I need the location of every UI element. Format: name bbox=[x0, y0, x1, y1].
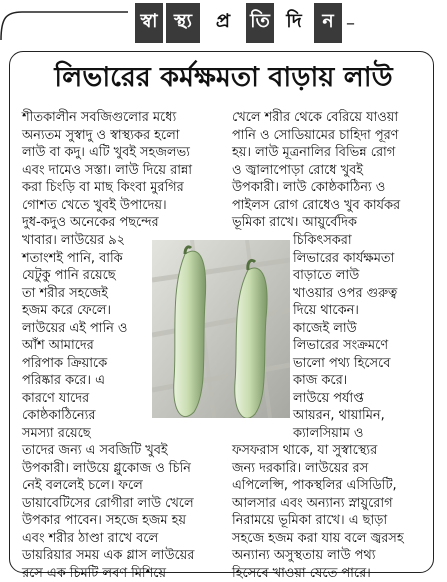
article-line: এবং দামেও সস্তা। লাউ দিয়ে রান্না bbox=[22, 162, 192, 180]
article-line: ডায়রিয়ার সময় এক গ্লাস লাউয়ের bbox=[22, 547, 194, 565]
article-line: কোষ্ঠকাঠিন্যের bbox=[22, 407, 127, 425]
badge-5: দি bbox=[277, 3, 311, 43]
article-line: তা শরীর সহজেই bbox=[22, 285, 127, 303]
bottle-gourd-photo bbox=[152, 240, 290, 418]
article-line: দুধ-কদুও অনেকের পছন্দের bbox=[22, 214, 192, 232]
article-line: শতাংশই পানি, বাকি bbox=[22, 250, 127, 268]
article-line: হয়। লাউ মূত্রনালির বিভিন্ন রোগ bbox=[232, 144, 400, 162]
left-column-wrap bbox=[22, 232, 127, 442]
article-line: অন্যতম সুস্বাদু ও স্বাস্থ্যকর হলো bbox=[22, 127, 192, 145]
article-line: লাউ বা কদু। এটি খুবই সহজলভ্য bbox=[22, 144, 192, 162]
article-line: হিসেবে খাওয়া যেতে পারে। bbox=[232, 565, 404, 582]
article-line: লাউয়ের এই পানি ও bbox=[22, 320, 127, 338]
badge-4: তি bbox=[246, 3, 274, 43]
article-line: ফসফরাস থাকে, যা সুস্বাস্থ্যের bbox=[232, 442, 404, 460]
article-line: খাওয়ার ওপর গুরুত্ব bbox=[293, 285, 397, 303]
right-column-wrap bbox=[293, 232, 397, 442]
badge-1: স্বা bbox=[135, 3, 163, 43]
right-column-top bbox=[232, 109, 400, 232]
article-line: কাজেই লাউ bbox=[293, 320, 397, 338]
article-line: জন্য দরকারি। লাউয়ের রস bbox=[232, 460, 404, 478]
article-line: দিয়ে থাকেন। bbox=[293, 302, 397, 320]
article-line: বাড়াতে লাউ bbox=[293, 267, 397, 285]
article-line: এবং শরীর ঠাণ্ডা রাখে বলে bbox=[22, 530, 194, 548]
left-column-top bbox=[22, 109, 192, 232]
badge-3: প্র bbox=[203, 3, 243, 43]
article-line: গোশত খেতে খুবই উপাদেয়। bbox=[22, 197, 192, 215]
decorative-corner-rule bbox=[0, 10, 128, 40]
article-line: হজম করে ফেলে। bbox=[22, 302, 127, 320]
article-line: করা চিংড়ি বা মাছ কিংবা মুরগির bbox=[22, 179, 192, 197]
bottle-gourd-illustration bbox=[152, 240, 290, 418]
article-line: রসে এক চিমটি লবণ মিশিয়ে bbox=[22, 565, 194, 582]
article-line: কাজ করে। bbox=[293, 372, 397, 390]
article-line: পানি ও সোডিয়ামের চাহিদা পূরণ bbox=[232, 127, 400, 145]
article-line: নেই বললেই চলে। ফলে bbox=[22, 477, 194, 495]
article-line: পরিপাক ক্রিয়াকে bbox=[22, 355, 127, 373]
article-line: সহজে হজম করা যায় বলে জ্বরসহ bbox=[232, 530, 404, 548]
article-line: ডায়াবেটিসের রোগীরা লাউ খেলে bbox=[22, 495, 194, 513]
right-column-bottom bbox=[232, 442, 404, 582]
article-line: সমস্যা রয়েছে bbox=[22, 425, 127, 443]
article-line: নিরাময়ে ভূমিকা রাখে। এ ছাড়া bbox=[232, 512, 404, 530]
article-line: লাউয়ে পর্যাপ্ত bbox=[293, 390, 397, 408]
article-line: ক্যালসিয়াম ও bbox=[293, 425, 397, 443]
article-line: লিভারের সংক্রমণে bbox=[293, 337, 397, 355]
left-column-bottom bbox=[22, 442, 194, 582]
article-line: অন্যান্য অসুস্থতায় লাউ পথ্য bbox=[232, 547, 404, 565]
article-line: লিভারের কার্যক্ষমতা bbox=[293, 250, 397, 268]
article-line: যেটুকু পানি রয়েছে bbox=[22, 267, 127, 285]
section-header-badges bbox=[135, 3, 356, 43]
article-line: খেলে শরীর থেকে বেরিয়ে যাওয়া bbox=[232, 109, 400, 127]
article-line: ও জ্বালাপোড়া রোধে খুবই bbox=[232, 162, 400, 180]
article-line: ভূমিকা রাখে। আয়ুর্বেদিক bbox=[232, 214, 400, 232]
article-line: তাদের জন্য এ সবজিটি খুবই bbox=[22, 442, 194, 460]
article-line: খাবার। লাউয়ের ৯২ bbox=[22, 232, 127, 250]
article-line: শীতকালীন সবজিগুলোর মধ্যে bbox=[22, 109, 192, 127]
article-line: পরিষ্কার করে। এ bbox=[22, 372, 127, 390]
article-line: উপকারী। লাউয়ে গ্লুকোজ ও চিনি bbox=[22, 460, 194, 478]
badge-6: ন bbox=[314, 3, 342, 43]
article-line: চিকিৎসকরা bbox=[293, 232, 397, 250]
article-headline: লিভারের কর্মক্ষমতা বাড়ায় লাউ bbox=[8, 62, 439, 94]
article-line: উপকারী। লাউ কোষ্ঠকাঠিন্য ও bbox=[232, 179, 400, 197]
badge-2: স্থ্য bbox=[166, 3, 200, 43]
header-trailing-dash: – bbox=[346, 13, 355, 34]
article-line: এপিলেপ্সি, পাকস্থলির এসিডিটি, bbox=[232, 477, 404, 495]
article-line: উপকার পাবেন। সহজে হজম হয় bbox=[22, 512, 194, 530]
article-line: আঁশ আমাদের bbox=[22, 337, 127, 355]
article-line: পাইলস রোগ রোধেও খুব কার্যকর bbox=[232, 197, 400, 215]
article-line: ভালো পথ্য হিসেবে bbox=[293, 355, 397, 373]
article-line: কারণে যাদের bbox=[22, 390, 127, 408]
article-line: আয়রন, থায়ামিন, bbox=[293, 407, 397, 425]
article-line: আলসার এবং অন্যান্য স্নায়ুরোগ bbox=[232, 495, 404, 513]
